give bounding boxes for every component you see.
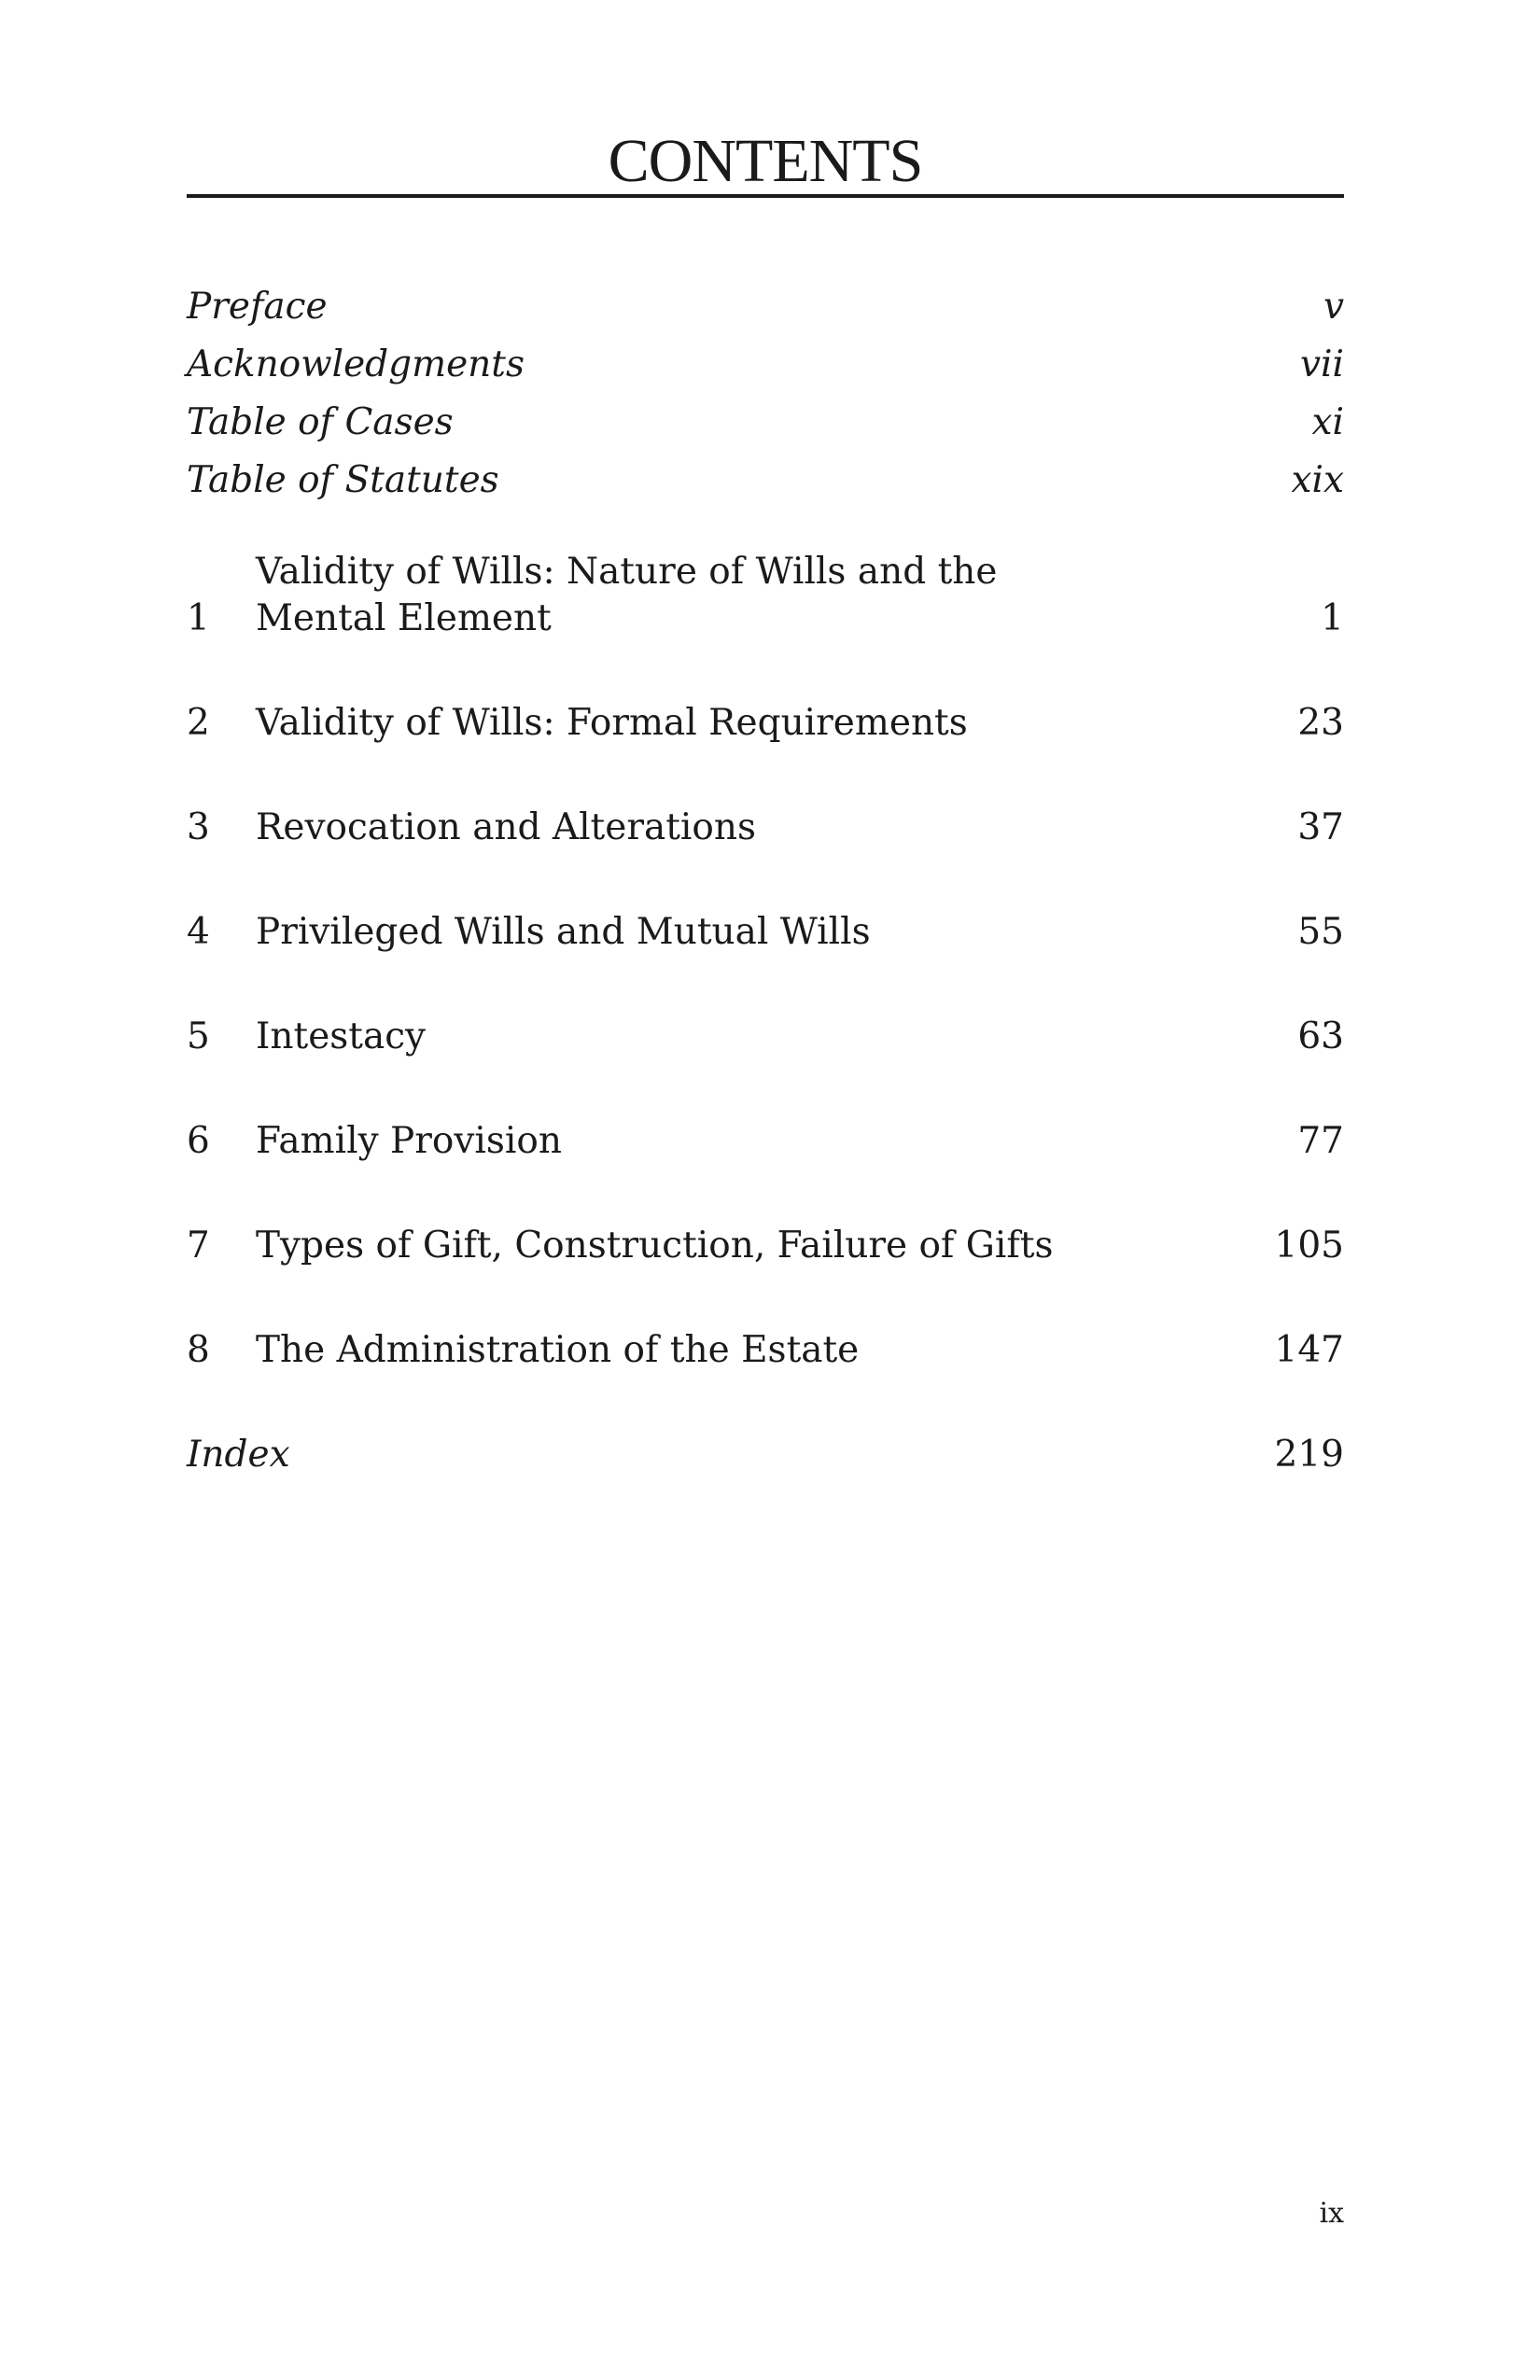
chapter-number: 1 <box>187 597 210 639</box>
chapter-number: 2 <box>187 702 210 744</box>
chapter-number: 8 <box>187 1329 210 1371</box>
toc-entry-label: Index <box>187 1434 290 1476</box>
toc-chapter-8 <box>187 1327 1344 1374</box>
toc-entry-label: Table of Cases <box>187 401 454 443</box>
chapter-title-line: Validity of Wills: Nature of Wills and the <box>256 551 998 593</box>
toc-chapter-6 <box>187 1118 1344 1165</box>
chapter-page: 105 <box>1274 1225 1344 1267</box>
chapter-title: Family Provision <box>256 1120 562 1162</box>
chapter-page: 37 <box>1297 806 1344 848</box>
toc-entry-table-of-cases <box>187 388 1344 446</box>
chapter-page: 77 <box>1297 1120 1344 1162</box>
chapter-title: The Administration of the Estate <box>256 1329 860 1371</box>
toc-entry-preface <box>187 273 1344 330</box>
page-number: ix <box>1319 2197 1344 2230</box>
toc-entry-index <box>187 1432 1344 1478</box>
toc-entry-table-of-statutes <box>187 446 1344 504</box>
toc-chapter-4 <box>187 909 1344 956</box>
title-rule <box>187 194 1344 198</box>
chapter-title: Intestacy <box>256 1015 427 1057</box>
chapter-title: Types of Gift, Construction, Failure of Gifts <box>256 1225 1054 1267</box>
chapter-title <box>256 549 1321 642</box>
toc-chapter-5 <box>187 1014 1344 1060</box>
chapter-title: Revocation and Alterations <box>256 806 756 848</box>
toc-entry-page: v <box>1323 286 1344 328</box>
chapter-page: 55 <box>1297 911 1344 953</box>
table-of-contents <box>187 273 1344 1478</box>
toc-chapter-3 <box>187 805 1344 851</box>
chapter-title: Privileged Wills and Mutual Wills <box>256 911 871 953</box>
chapter-page: 147 <box>1274 1329 1344 1371</box>
page-title: CONTENTS <box>608 127 923 195</box>
toc-chapter-7 <box>187 1223 1344 1269</box>
toc-entry-label: Acknowledgments <box>187 343 525 385</box>
chapter-number: 3 <box>187 806 210 848</box>
chapter-list <box>187 549 1344 1374</box>
toc-entry-label: Table of Statutes <box>187 459 499 501</box>
toc-chapter-1 <box>187 549 1344 642</box>
chapter-title-line: Mental Element <box>256 597 552 639</box>
chapter-page: 1 <box>1321 597 1344 639</box>
chapter-page: 63 <box>1297 1015 1344 1057</box>
chapter-page: 23 <box>1297 702 1344 744</box>
toc-entry-page: vii <box>1300 343 1344 385</box>
chapter-number: 6 <box>187 1120 210 1162</box>
chapter-number: 4 <box>187 911 210 953</box>
toc-chapter-2 <box>187 700 1344 747</box>
toc-entry-acknowledgments <box>187 330 1344 388</box>
chapter-number: 5 <box>187 1015 210 1057</box>
toc-entry-page: 219 <box>1274 1434 1344 1476</box>
toc-entry-page: xix <box>1291 459 1344 501</box>
toc-entry-label: Preface <box>187 286 328 328</box>
chapter-title: Validity of Wills: Formal Requirements <box>256 702 968 744</box>
toc-entry-page: xi <box>1311 401 1344 443</box>
front-matter-list <box>187 273 1344 504</box>
chapter-number: 7 <box>187 1225 210 1267</box>
